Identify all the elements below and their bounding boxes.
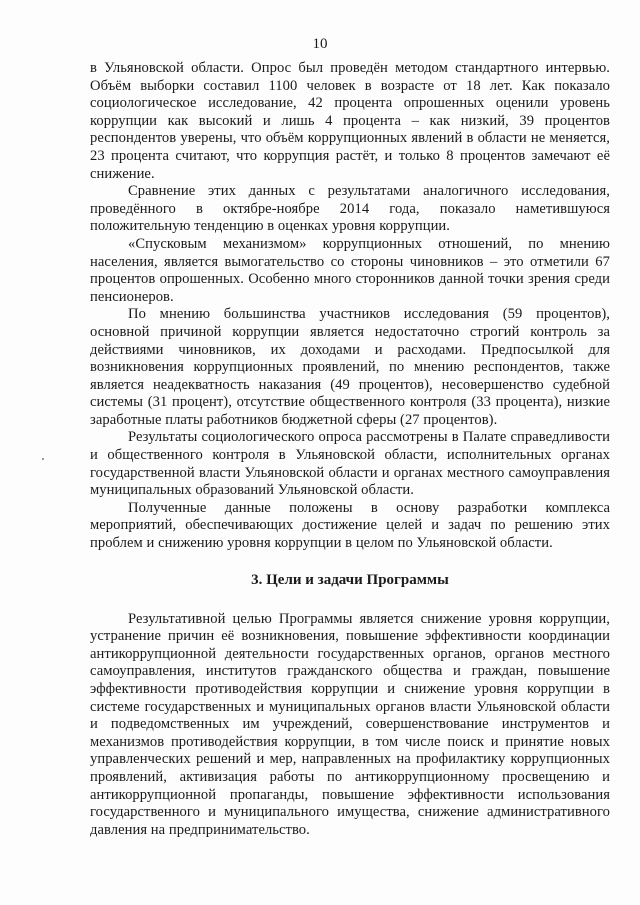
paragraph: По мнению большинства участников исследования (59 процентов), основной причиной коррупции является недостаточно строгий контроль за действиями чиновников, их доходами и расходами. Предпосылкой для возникновения коррупционных проявлений, по мнению респондентов, также является неадекватность наказания (49 процентов), несовершенство судебной системы (31 процент), отсутствие общественного контроля (33 процента), низкие заработные платы работников бюджетной сферы (27 процентов). (90, 306, 610, 428)
paragraph: Результаты социологического опроса рассмотрены в Палате справедливости и общественного контроля в Ульяновской области, исполнительных органах государственной власти Ульяновской области и органах местного самоуправления муниципальных образований Ульяновской области. (90, 429, 610, 499)
scan-speck (42, 458, 44, 460)
page-number: 10 (312, 36, 328, 52)
section-heading: 3. Цели и задачи Программы (251, 571, 449, 588)
paragraph: в Ульяновской области. Опрос был проведён методом стандартного интервью. Объём выборки составил 1100 человек в возрасте от 18 лет. Как показало социологическое исследование, 42 процента опрошенных оценили уровень коррупции как высокий и лишь 4 процента – как низкий, 39 процентов респондентов уверены, что объём коррупционных явлений в области не меняется, 23 процента считают, что коррупция растёт, и только 8 процентов замечают её снижение. (90, 60, 610, 182)
paragraph: «Спусковым механизмом» коррупционных отношений, по мнению населения, является вымогательство со стороны чиновников – это отметили 67 процентов опрошенных. Особенно много сторонников данной точки зрения среди пенсионеров. (90, 235, 610, 305)
document-body (90, 60, 610, 839)
paragraph: Сравнение этих данных с результатами аналогичного исследования, проведённого в октябре-ноябре 2014 года, показало наметившуюся положительную тенденцию в оценках уровня коррупции. (90, 183, 610, 235)
paragraph: Полученные данные положены в основу разработки комплекса мероприятий, обеспечивающих достижение целей и задач по решению этих проблем и снижению уровня коррупции в целом по Ульяновской области. (90, 499, 610, 552)
paragraph: Результативной целью Программы является снижение уровня коррупции, устранение причин её возникновения, повышение эффективности координации антикоррупционной деятельности государственных органов, органов местного самоуправления, институтов гражданского общества и граждан, повышение эффективности противодействия коррупции и снижение уровня коррупции в системе государственных и муниципальных органов власти Ульяновской области и подведомственных им учреждений, совершенствование инструментов и механизмов противодействия коррупции, в том числе поиск и принятие новых управленческих решений и мер, направленных на профилактику коррупционных проявлений, активизация работы по антикоррупционному просвещению и антикоррупционной пропаганды, повышение эффективности использования государственного и муниципального имущества, снижение административного давления на предпринимательство. (90, 610, 610, 838)
